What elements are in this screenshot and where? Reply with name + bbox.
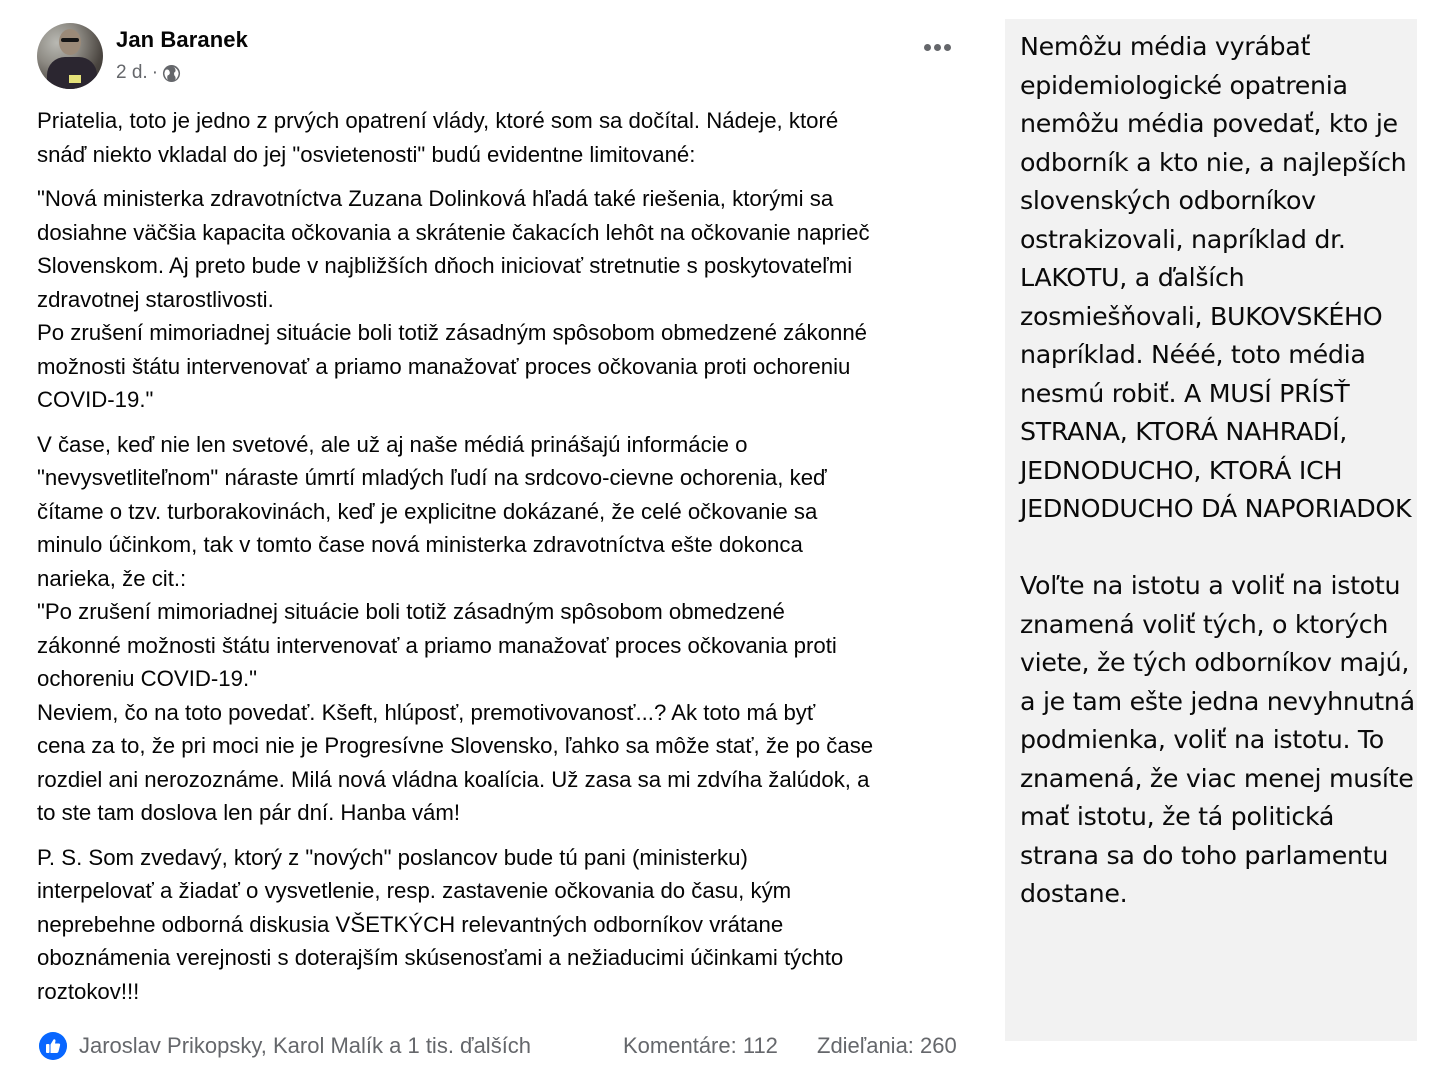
more-options-icon-dot bbox=[934, 44, 941, 51]
more-options-icon bbox=[924, 44, 931, 51]
post-paragraph: Priatelia, toto je jedno z prvých opatrení vlády, ktoré som sa dočítal. Nádeje, ktoré snáď niekto vkladal do jej "osvietenosti" budú evidentne limitované: bbox=[37, 108, 839, 167]
commentary-text bbox=[1020, 28, 1415, 914]
avatar[interactable] bbox=[37, 23, 103, 89]
globe-icon bbox=[162, 64, 181, 83]
post-footer bbox=[37, 1030, 982, 1064]
meta-separator: · bbox=[151, 62, 159, 83]
post-paragraph: "Nová ministerka zdravotníctva Zuzana Dolinková hľadá také riešenia, ktorými sa dosiahne väčšia kapacita očkovania a skrátenie čakacích lehôt na očkovanie naprieč Slovenskom. Aj preto bude v najbližších dňoch iniciovať stretnutie s poskytovateľmi zdravotnej starostlivosti. Po zrušení mimoriadnej situácie boli totiž zásadným spôsobom obmedzené zákonné možnosti štátu intervenovať a priamo manažovať proces očkovania proti ochoreniu COVID-19." bbox=[37, 186, 870, 412]
more-options-icon-dot bbox=[944, 44, 951, 51]
post-body bbox=[37, 104, 982, 1019]
author-name[interactable]: Jan Baranek bbox=[116, 27, 248, 52]
avatar-glasses bbox=[61, 38, 79, 42]
reactions-names[interactable]: Jaroslav Prikopsky, Karol Malík a 1 tis. ďalších bbox=[79, 1033, 532, 1058]
avatar-head bbox=[59, 29, 81, 55]
avatar-shirt-logo bbox=[69, 75, 81, 83]
post-paragraph: V čase, keď nie len svetové, ale už aj naše médiá prinášajú informácie o "nevysvetliteľnom" náraste úmrtí mladých ľudí na srdcovo-cievne ochorenia, keď čítame o tzv. turborakovinách, keď je explicitne dokázané, že celé očkovanie sa minulo účinkom, tak v tomto čase nová ministerka zdravotníctva ešte dokonca narieka, že cit.: "Po zrušení mimoriadnej situácie boli totiž zásadným spôsobom obmedzené zákonné možnosti štátu intervenovať a priamo manažovať proces očkovania proti ochoreniu COVID-19." Neviem, čo na toto povedať. Kšeft, hlúposť, premotivovanosť...? Ak toto má byť cena za to, že pri moci nie je Progresívne Slovensko, ľahko sa môže stať, že po čase rozdiel ani nerozoznáme. Milá nová vládna koalícia. Už zasa sa mi zdvíha žalúdok, a to ste tam doslova len pár dní. Hanba vám! bbox=[37, 431, 874, 825]
shares-count[interactable]: Zdieľania: 260 bbox=[817, 1033, 957, 1058]
like-icon[interactable] bbox=[39, 1032, 67, 1060]
avatar-shirt bbox=[47, 57, 97, 89]
more-options-button[interactable] bbox=[924, 44, 951, 51]
commentary-paragraph: Voľte na istotu a voliť na istotu znamená voliť tých, o ktorých viete, že tých odborníkov majú, a je tam ešte jedna nevyhnutná podmienka, voliť na istotu. To znamená, že viac menej musíte mať istotu, že tá politická strana sa do toho parlamentu dostane. bbox=[1020, 571, 1415, 908]
commentary-panel bbox=[1005, 19, 1417, 1041]
post-meta bbox=[116, 62, 181, 84]
comments-count[interactable]: Komentáre: 112 bbox=[623, 1033, 778, 1058]
post-timestamp[interactable]: 2 d. bbox=[116, 62, 148, 83]
commentary-paragraph: Nemôžu média vyrábať epidemiologické opatrenia nemôžu média povedať, kto je odborník a kto nie, a najlepších slovenských odborníkov ostrakizovali, napríklad dr. LAKOTU, a ďalších zosmiešňovali, BUKOVSKÉHO napríklad. Nééé, toto média nesmú robiť. A MUSÍ PRÍSŤ STRANA, KTORÁ NAHRADÍ, JEDNODUCHO, KTORÁ ICH JEDNODUCHO DÁ NAPORIADOK bbox=[1020, 32, 1412, 523]
post-paragraph: P. S. Som zvedavý, ktorý z "nových" poslancov bude tú pani (ministerku) interpelovať a žiadať o vysvetlenie, resp. zastavenie očkovania do času, kým neprebehne odborná diskusia VŠETKÝCH relevantných odborníkov vrátane oboznámenia verejnosti s doterajším skúsenosťami a nežiaducimi účinkami týchto roztokov!!! bbox=[37, 844, 844, 1004]
